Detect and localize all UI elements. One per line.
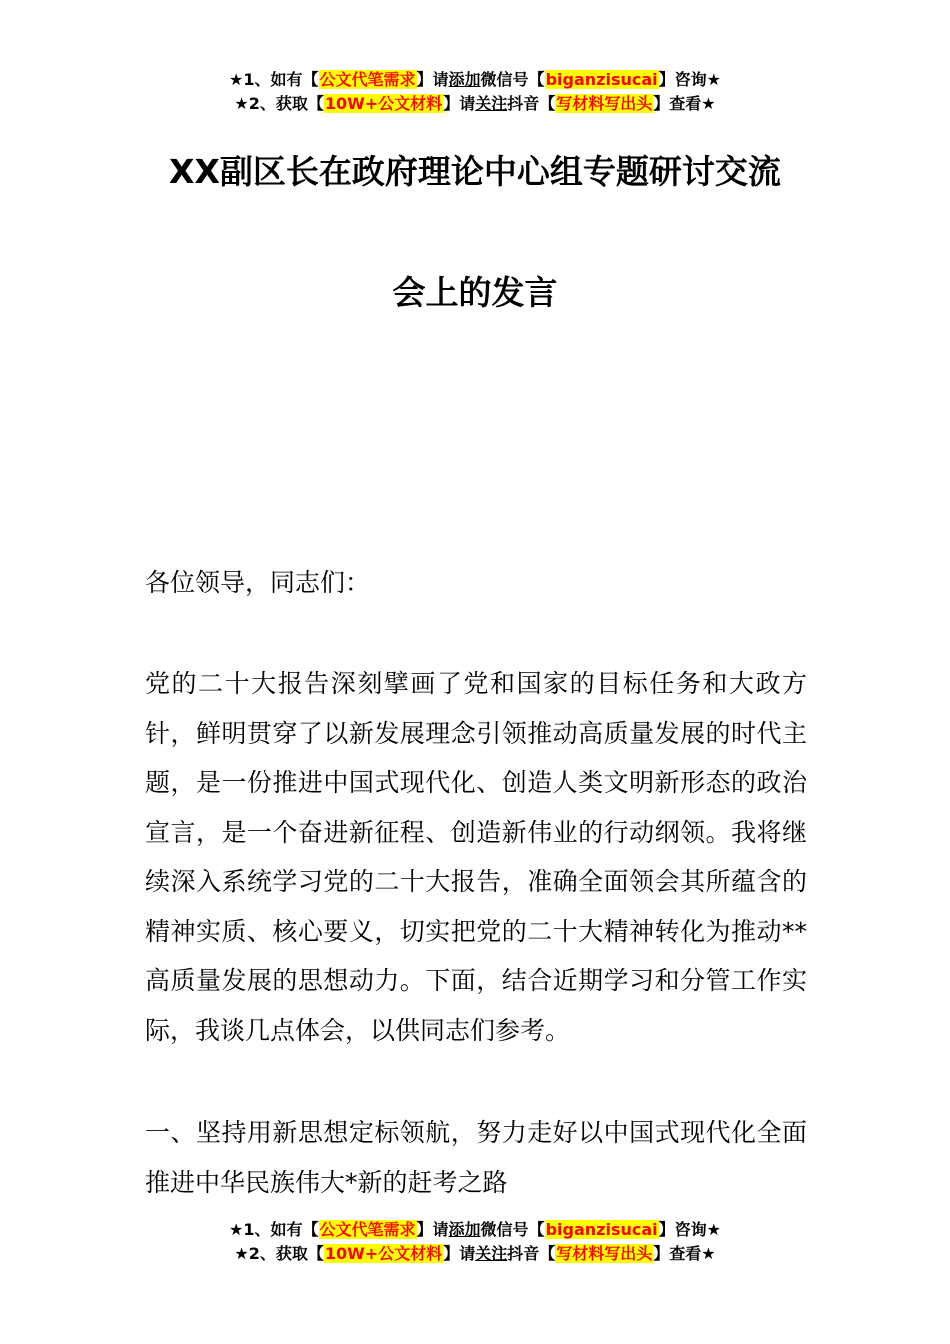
banner-text: 】请	[443, 94, 476, 113]
banner-text: 】咨询★	[658, 1220, 721, 1239]
banner-text: 】请	[416, 1220, 449, 1239]
banner-text: ★1、如有【	[229, 70, 319, 89]
banner-highlight: 写材料写出头	[556, 94, 653, 113]
banner-underline: 关注	[475, 94, 508, 113]
document-title-line-1: XX副区长在政府理论中心组专题研讨交流	[169, 152, 781, 191]
banner-highlight: biganzisucai	[545, 1220, 658, 1239]
header-banner	[0, 68, 950, 116]
banner-text: 】请	[443, 1244, 476, 1263]
banner-line-1	[0, 68, 950, 92]
banner-underline: 添加	[448, 70, 481, 89]
section-heading-1: 一、坚持用新思想定标领航，努力走好以中国式现代化全面推进中华民族伟大*新的赶考之路	[145, 1118, 807, 1197]
banner-text: 抖音【	[507, 1244, 556, 1263]
banner-line-2	[0, 92, 950, 116]
banner-highlight: 10W+公文材料	[324, 94, 443, 113]
salutation: 各位领导，同志们：	[145, 568, 371, 597]
banner-text: 微信号【	[480, 1220, 545, 1239]
banner-line-1	[0, 1218, 950, 1242]
banner-text: ★2、获取【	[234, 1244, 324, 1263]
banner-highlight: 公文代笔需求	[319, 1220, 416, 1239]
banner-text: ★2、获取【	[234, 94, 324, 113]
banner-underline: 关注	[475, 1244, 508, 1263]
banner-text: 】查看★	[653, 1244, 716, 1263]
document-title-line-2: 会上的发言	[392, 273, 558, 312]
banner-highlight: 公文代笔需求	[319, 70, 416, 89]
banner-text: 抖音【	[507, 94, 556, 113]
banner-text: 微信号【	[480, 70, 545, 89]
banner-text: 】咨询★	[658, 70, 721, 89]
banner-highlight: 写材料写出头	[556, 1244, 653, 1263]
banner-line-2	[0, 1242, 950, 1266]
body-paragraph: 党的二十大报告深刻擘画了党和国家的目标任务和大政方针，鲜明贯穿了以新发展理念引领推动高质量发展的时代主题，是一份推进中国式现代化、创造人类文明新形态的政治宣言，是一个奋进新征程、创造新伟业的行动纲领。我将继续深入系统学习党的二十大报告，准确全面领会其所蕴含的精神实质、核心要义，切实把党的二十大精神转化为推动**高质量发展的思想动力。下面，结合近期学习和分管工作实际，我谈几点体会，以供同志们参考。	[145, 669, 807, 1045]
banner-highlight: biganzisucai	[545, 70, 658, 89]
footer-banner	[0, 1218, 950, 1266]
banner-underline: 添加	[448, 1220, 481, 1239]
banner-text: 】请	[416, 70, 449, 89]
banner-text: 】查看★	[653, 94, 716, 113]
banner-text: ★1、如有【	[229, 1220, 319, 1239]
banner-highlight: 10W+公文材料	[324, 1244, 443, 1263]
